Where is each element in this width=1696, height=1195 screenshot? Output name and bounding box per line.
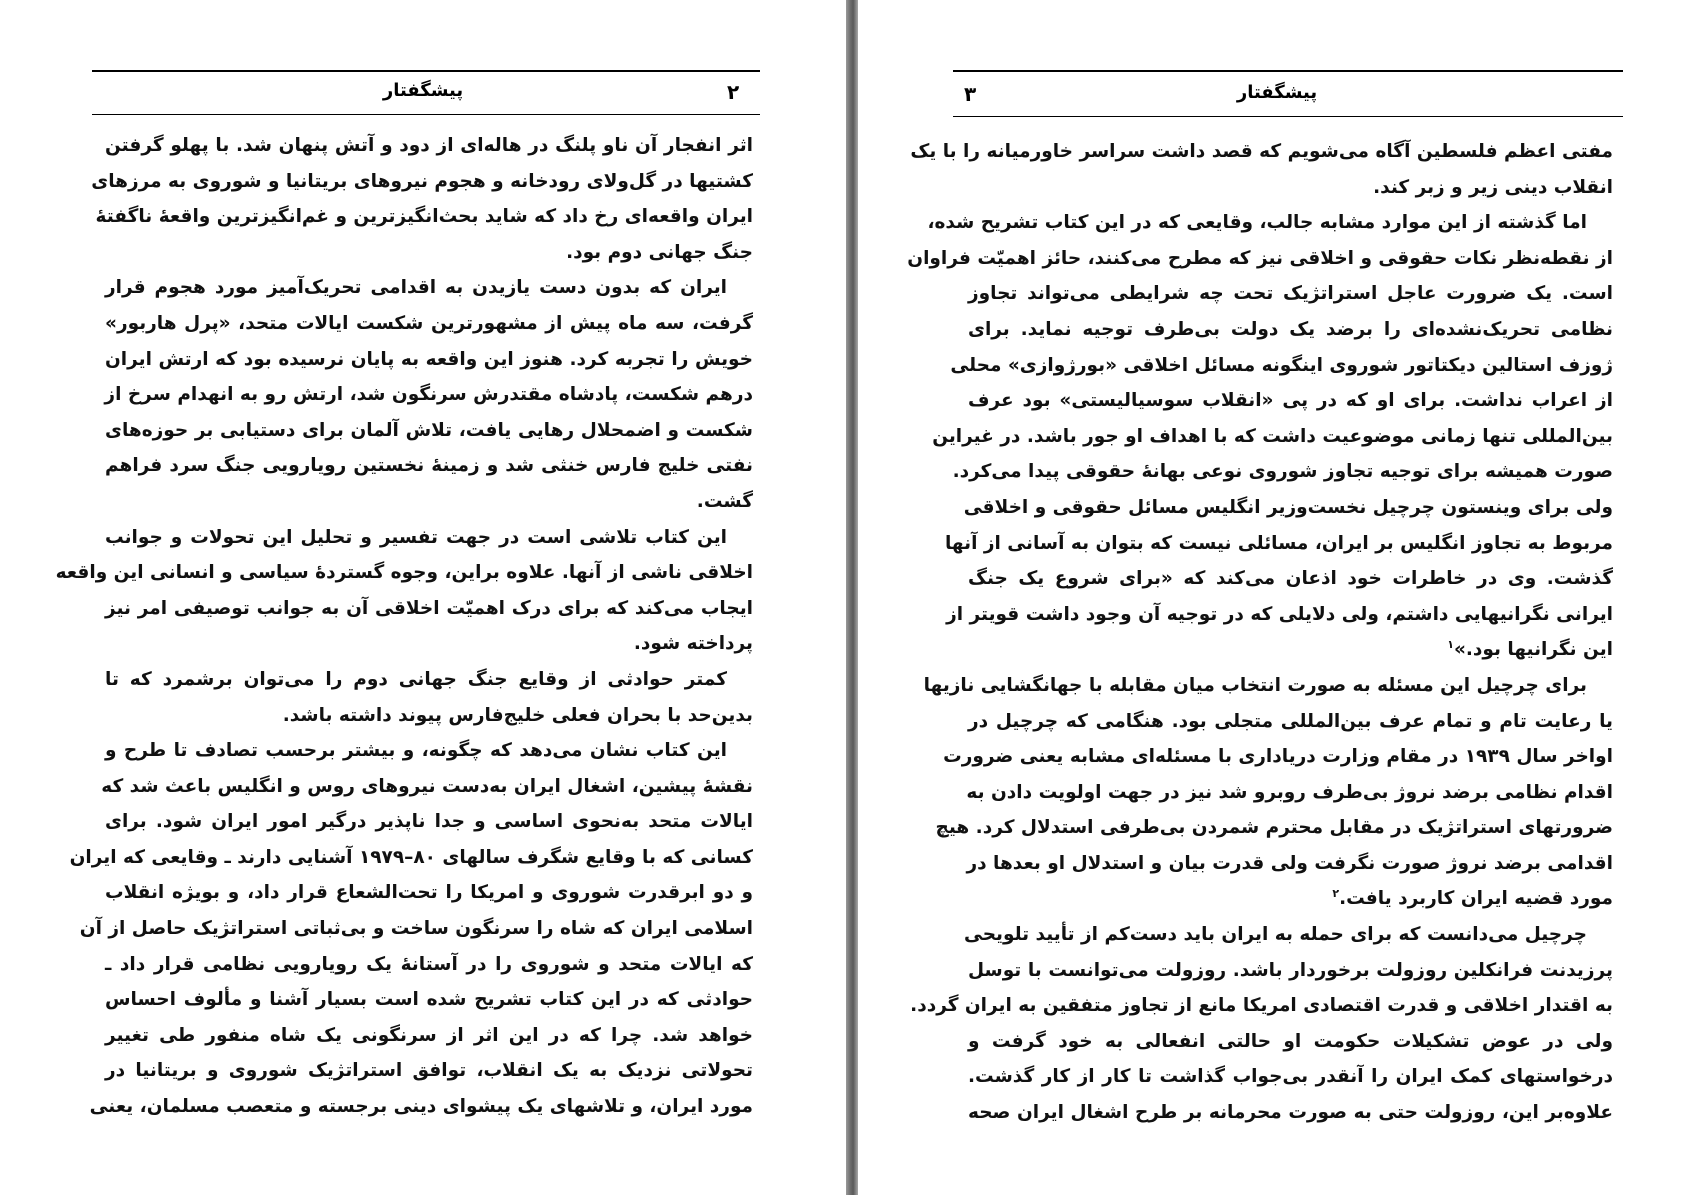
text-line: [105, 626, 753, 662]
text-line: [95, 199, 753, 235]
text-line: [89, 1089, 753, 1125]
text-line: [105, 377, 753, 413]
text-line: [968, 561, 1613, 597]
text-line: [968, 276, 1613, 312]
line-text: اخلاقی ناشی از آنها. علاوه براین، وجوه گستردهٔ سیاسی و انسانی این واقعه: [55, 562, 753, 584]
line-text: بدین‌حد با بحران فعلی خلیج‌فارس پیوند داشته باشد.: [282, 704, 753, 726]
text-line: [946, 597, 1613, 633]
text-line: [968, 1059, 1613, 1095]
line-text: اقدام نظامی برضد نروژ بی‌طرف روبرو شد نیز در جهت اولویت دادن به: [966, 781, 1613, 803]
line-text: مورد ایران، و تلاشهای یک پیشوای دینی برجسته و متعصب مسلمان، یعنی: [89, 1096, 753, 1118]
page-title: پیشگفتار: [382, 80, 464, 101]
line-text: جنگ جهانی دوم بود.: [566, 241, 753, 263]
text-line: [950, 348, 1613, 384]
text-line: [963, 490, 1613, 526]
line-text: حوادثی که در این کتاب تشریح شده است بسیار آشنا و مألوف احساس: [105, 989, 753, 1011]
text-line: [910, 134, 1613, 170]
line-text: صورت همیشه برای توجیه تجاوز شوروی نوعی بهانهٔ حقوقی پیدا می‌کرد.: [952, 461, 1613, 483]
text-line: [105, 733, 753, 769]
line-text: گشت.: [696, 490, 753, 512]
line-text: مربوط به تجاوز انگلیس بر ایران، مسائلی نیست که بتوان به آسانی از آنها: [944, 532, 1613, 554]
line-text: ایالات متحد به‌نحوی اساسی و جدا ناپذیر درگیر امور ایران شود. برای: [105, 811, 753, 833]
line-text: ایران که بدون دست یازیدن به اقدامی تحریک‌آمیز مورد هجوم قرار: [105, 277, 727, 299]
page-title: پیشگفتار: [1236, 82, 1318, 103]
right-page: [858, 0, 1696, 1195]
text-line: [968, 632, 1613, 668]
text-line: [932, 419, 1613, 455]
page-number: ۲: [727, 80, 740, 104]
line-text: کمتر حوادثی از وقایع جنگ جهانی دوم را می‌توان برشمرد که تا: [105, 668, 727, 690]
line-text: ایجاب می‌کند که برای درک اهمیّت اخلاقی آن به جوانب توصیفی امر نیز: [105, 597, 753, 619]
header-rule-top: [953, 70, 1623, 72]
text-line: [105, 342, 753, 378]
text-line: [55, 555, 753, 591]
line-text: تحولاتی نزدیک به یک انقلاب، توافق استراتژیک شوروی و بریتانیا در: [105, 1060, 753, 1082]
text-line: [105, 1018, 753, 1054]
text-line: [968, 1095, 1613, 1131]
line-text: گرفت، سه ماه پیش از مشهورترین شکست ایالات متحد، «پرل هاربور»: [105, 312, 753, 334]
text-line: [79, 911, 753, 947]
text-line: [105, 520, 753, 556]
text-line: [105, 947, 753, 983]
text-line: [943, 739, 1613, 775]
text-line: [105, 982, 753, 1018]
line-text: این نگرانیها بود.»: [1453, 639, 1613, 661]
page-number: ۳: [964, 82, 977, 106]
header-rule-bottom: [953, 116, 1623, 117]
line-text: اواخر سال ۱۹۳۹ در مقام وزارت دریاداری با مسئله‌ای مشابه یعنی ضرورت: [943, 746, 1613, 768]
line-text: برای چرچیل این مسئله به صورت انتخاب میان مقابله با جهانگشایی نازیها: [923, 674, 1587, 696]
text-line: [944, 526, 1613, 562]
text-line: [105, 306, 753, 342]
line-text: این کتاب تلاشی است در جهت تفسیر و تحلیل این تحولات و جوانب: [105, 526, 727, 548]
line-text: ایران واقعه‌ای رخ داد که شاید بحث‌انگیزترین و غم‌انگیزترین واقعهٔ ناگفتهٔ: [95, 206, 753, 228]
header-rule-top: [92, 70, 760, 72]
line-text: اقدامی برضد نروژ صورت نگرفت ولی قدرت بیان و استدلال او بعدها در: [966, 852, 1613, 874]
line-text: چرچیل می‌دانست که برای حمله به ایران باید دست‌کم از تأیید تلویحی: [963, 924, 1587, 946]
text-line: [968, 953, 1613, 989]
body-text: [907, 134, 1613, 1131]
text-line: [105, 128, 753, 164]
text-line: [968, 846, 1613, 882]
line-text: به اقتدار اخلاقی و قدرت اقتصادی امریکا مانع از تجاوز متفقین به ایران گردد.: [910, 995, 1613, 1017]
line-text: و دو ابرقدرت شوروی و امریکا را تحت‌الشعاع قرار داد، و بویژه انقلاب: [105, 882, 753, 904]
text-line: [105, 1053, 753, 1089]
line-text: ولی برای وینستون چرچیل نخست‌وزیر انگلیس مسائل حقوقی و اخلاقی: [963, 496, 1613, 518]
text-line: [963, 917, 1613, 953]
line-text: ایرانی نگرانیهایی داشتم، ولی دلایلی که در توجیه آن وجود داشت قویتر از: [946, 603, 1613, 625]
text-line: [968, 1024, 1613, 1060]
text-line: [968, 312, 1613, 348]
line-text: شکست و اضمحلال رهایی یافت، تلاش آلمان برای دستیابی بر حوزه‌های: [105, 419, 753, 441]
line-text: کشتیها در گل‌ولای رودخانه و هجوم نیروهای بریتانیا و شوروی به مرزهای: [91, 170, 753, 192]
text-line: [105, 413, 753, 449]
line-text: بین‌المللی تنها زمانی موضوعیت داشت که با اهداف او جور باشد. در غیراین: [932, 425, 1613, 447]
text-line: [101, 769, 753, 805]
footnote-marker: ۱: [1447, 638, 1454, 652]
line-text: مفتی اعظم فلسطین آگاه می‌شویم که قصد داشت سراسر خاورمیانه را با یک: [910, 141, 1613, 162]
left-page: [0, 0, 846, 1195]
line-text: نظامی تحریک‌نشده‌ای را برضد یک دولت بی‌طرف توجیه نماید. برای: [968, 318, 1613, 340]
header-rule-bottom: [92, 114, 760, 115]
line-text: ژوزف استالین دیکتاتور شوروی اینگونه مسائل اخلاقی «بورژوازی» محلی: [950, 354, 1613, 376]
line-text: گذشت. وی در خاطرات خود اذعان می‌کند که «برای شروع یک جنگ: [968, 568, 1613, 590]
text-line: [968, 383, 1613, 419]
line-text: نقشهٔ پیشین، اشغال ایران به‌دست نیروهای روس و انگلیس باعث شد که: [101, 775, 753, 797]
text-line: [910, 988, 1613, 1024]
line-text: است. یک ضرورت عاجل استراتژیک تحت چه شرایطی می‌تواند تجاوز: [968, 283, 1613, 305]
line-text: اسلامی ایران که شاه را سرنگون ساخت و بی‌ثباتی استراتژیک حاصل از آن: [79, 918, 753, 940]
line-text: پرزیدنت فرانکلین روزولت برخوردار باشد. روزولت می‌توانست با توسل: [968, 959, 1613, 981]
text-line: [952, 454, 1613, 490]
text-line: [105, 875, 753, 911]
text-line: [968, 775, 1613, 811]
text-line: [927, 205, 1613, 241]
line-text: ولی در عوض تشکیلات حکومت او حالتی انفعالی به خود گرفت و: [968, 1030, 1613, 1052]
line-text: ضرورتهای استراتژیک در مقابل محترم شمردن بی‌طرفی استدلال کرد. هیچ: [935, 817, 1613, 839]
text-line: [105, 484, 753, 520]
text-line: [105, 591, 753, 627]
text-line: [968, 170, 1613, 206]
text-line: [968, 881, 1613, 917]
line-text: یا رعایت تام و تمام عرف بین‌المللی متجلی بود. هنگامی که چرچیل در: [968, 710, 1613, 732]
line-text: اثر انفجار آن ناو پلنگ در هاله‌ای از دود و آتش پنهان شد. با پهلو گرفتن: [105, 135, 753, 156]
line-text: این کتاب نشان می‌دهد که چگونه، و بیشتر برحسب تصادف تا طرح و: [105, 740, 727, 762]
line-text: نفتی خلیج فارس خنثی شد و زمینهٔ نخستین رویارویی جنگ سرد فراهم: [105, 455, 753, 477]
text-line: [91, 164, 753, 200]
line-text: درهم شکست، پادشاه مقتدرش سرنگون شد، ارتش رو به انهدام سرخ از: [104, 384, 753, 406]
line-text: از اعراب نداشت. برای او که در پی «انقلاب سوسیالیستی» بود عرف: [968, 390, 1613, 412]
line-text: که ایالات متحد و شوروی را در آستانهٔ یک رویارویی نظامی قرار داد ـ: [105, 953, 753, 975]
text-line: [105, 662, 753, 698]
text-line: [907, 241, 1613, 277]
line-text: علاوه‌بر این، روزولت حتی به صورت محرمانه بر طرح اشغال ایران صحه: [968, 1102, 1613, 1124]
text-line: [105, 235, 753, 271]
line-text: خویش را تجربه کرد. هنوز این واقعه به پایان نرسیده بود که ارتش ایران: [105, 348, 753, 370]
line-text: خواهد شد. چرا که در این اثر از سرنگونی یک شاه منفور طی تغییر: [105, 1024, 753, 1046]
text-line: [69, 840, 753, 876]
line-text: اما گذشته از این موارد مشابه جالب، وقایعی که در این کتاب تشریح شده،: [927, 212, 1587, 234]
line-text: انقلاب دینی زیر و زبر کند.: [1373, 176, 1613, 198]
line-text: کسانی که با وقایع شگرف سالهای ۸۰–۱۹۷۹ آشنایی دارند ـ وقایعی که ایران: [69, 846, 753, 868]
text-line: [923, 668, 1613, 704]
text-line: [105, 804, 753, 840]
line-text: پرداخته شود.: [633, 633, 753, 655]
text-line: [105, 698, 753, 734]
line-text: مورد قضیه ایران کاربرد یافت.: [1339, 888, 1613, 910]
line-text: درخواستهای کمک ایران را آنقدر بی‌جواب گذاشت تا کار از کار گذشت.: [968, 1066, 1613, 1088]
footnote-marker: ۲: [1332, 887, 1340, 901]
text-line: [105, 270, 753, 306]
text-line: [105, 448, 753, 484]
text-line: [968, 704, 1613, 740]
text-line: [935, 810, 1613, 846]
line-text: از نقطه‌نظر نکات حقوقی و اخلاقی نیز که مطرح می‌کنند، حائز اهمیّت فراوان: [907, 247, 1613, 269]
page-gutter: [846, 0, 858, 1195]
body-text: [55, 128, 753, 1125]
